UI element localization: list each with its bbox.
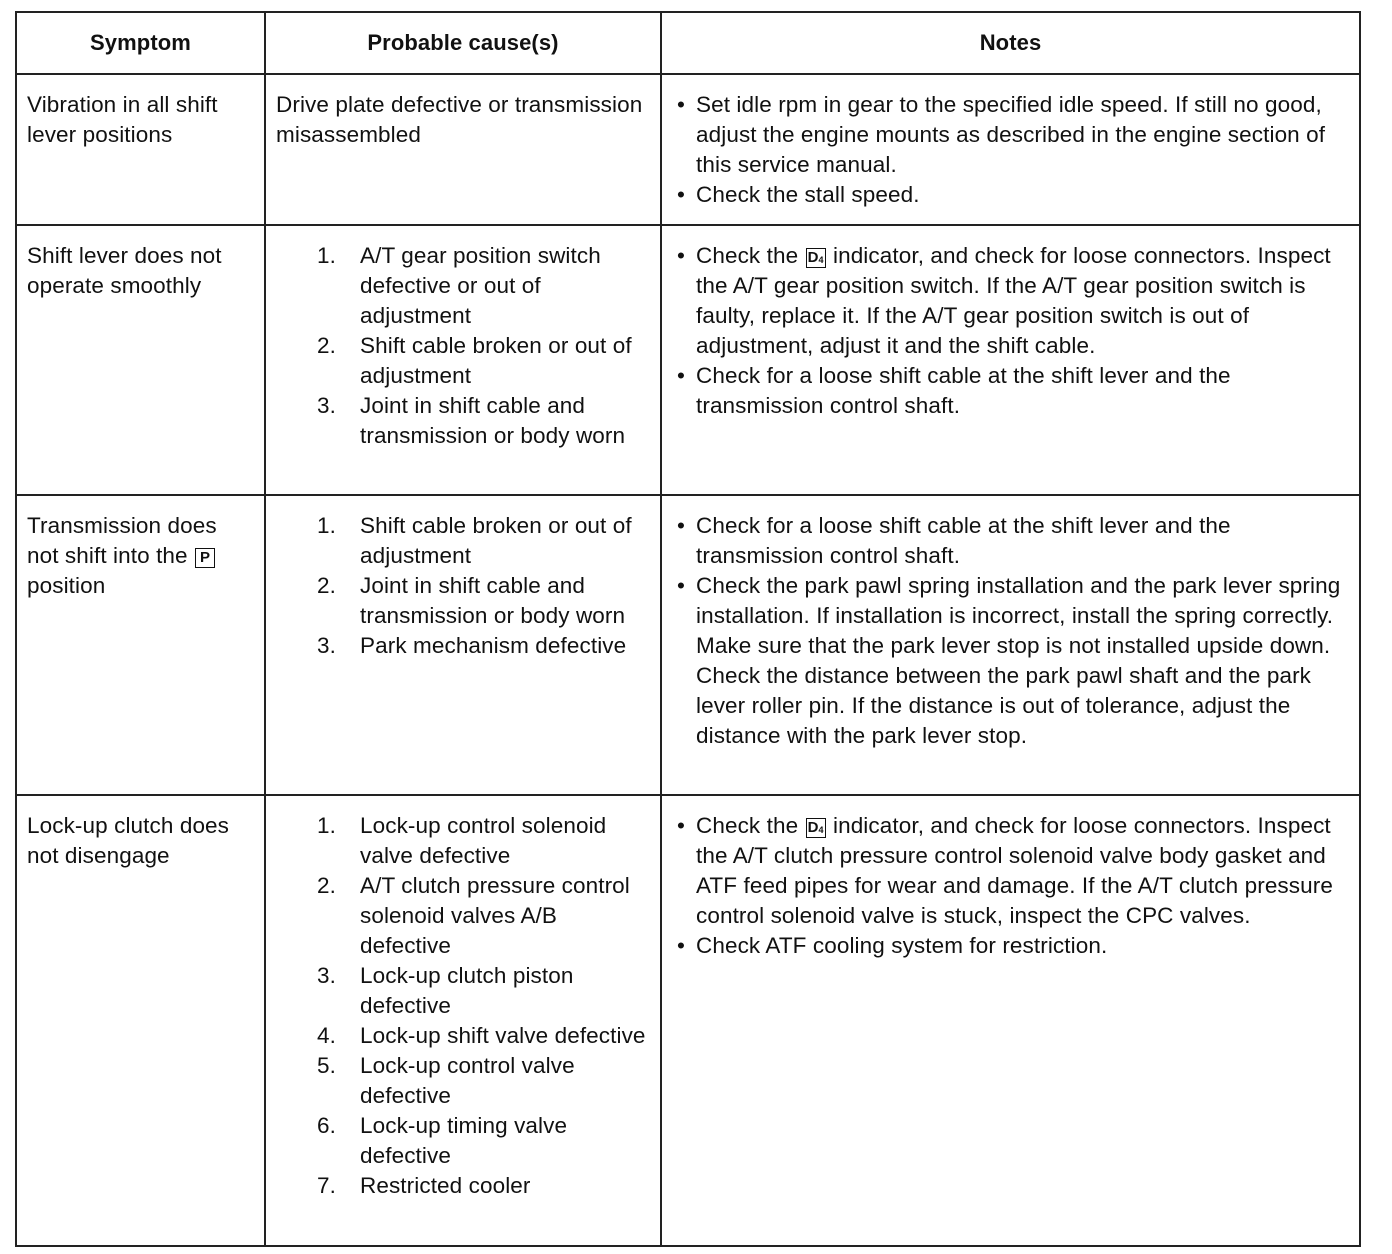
symptom-text: Transmission does not shift into the [27, 513, 217, 568]
note-text: Check the park pawl spring installation and the park lever spring installation. If installation is incorrect, install the spring correctly. Make sure that the park lever stop is not installed upside down. Check the distance between the park pawl shaft and the park lever roller pin. If the distance is out of tolerance, adjust the distance with the park lever stop. [696, 573, 1341, 748]
cause-cell [265, 795, 661, 1246]
cause-text: Lock-up control valve defective [360, 1053, 575, 1108]
cause-text: Shift cable broken or out of adjustment [360, 333, 632, 388]
cause-text: Lock-up shift valve defective [360, 1023, 646, 1048]
cause-text: Lock-up clutch piston defective [360, 963, 574, 1018]
bullet-icon: • [677, 182, 685, 207]
cause-text: Shift cable broken or out of adjustment [360, 513, 632, 568]
cause-item [312, 511, 650, 571]
table-row [16, 225, 1360, 495]
cause-text: A/T clutch pressure control solenoid valves A/B defective [360, 873, 630, 958]
note-item [674, 511, 1349, 571]
cause-item [312, 1171, 650, 1201]
cause-number: 1. [317, 513, 336, 538]
note-item [674, 571, 1349, 751]
p-letter: P [199, 549, 211, 566]
cause-number: 2. [317, 873, 336, 898]
header-notes: Notes [661, 12, 1360, 74]
bullet-icon: • [677, 573, 685, 598]
note-item [674, 931, 1349, 961]
cause-text: Lock-up timing valve defective [360, 1113, 568, 1168]
note-text: Check the [696, 813, 799, 838]
bullet-icon: • [677, 813, 685, 838]
cause-list [276, 811, 650, 1201]
header-symptom: Symptom [16, 12, 265, 74]
note-text: indicator, and check for loose connectors. Inspect the A/T clutch pressure control solenoid valve body gasket and ATF feed pipes for wear and damage. If the A/T clutch pressure control solenoid valve is stuck, inspect the CPC valves. [696, 813, 1333, 928]
symptom-text: Lock-up clutch does not disengage [27, 813, 230, 868]
cause-number: 2. [317, 333, 336, 358]
cause-number: 1. [317, 243, 336, 268]
notes-cell [661, 795, 1360, 1246]
cause-text: A/T gear position switch defective or out of adjustment [360, 243, 601, 328]
cause-number: 5. [317, 1053, 336, 1078]
bullet-icon: • [677, 513, 685, 538]
symptom-cell [16, 225, 265, 495]
cause-list [276, 511, 650, 661]
cause-cell [265, 225, 661, 495]
cause-item [312, 571, 650, 631]
note-text: Check for a loose shift cable at the shift lever and the transmission control shaft. [696, 513, 1231, 568]
note-text: Check for a loose shift cable at the shift lever and the transmission control shaft. [696, 363, 1231, 418]
table-row [16, 795, 1360, 1246]
symptom-cell [16, 495, 265, 795]
notes-cell [661, 225, 1360, 495]
cause-list [276, 241, 650, 451]
cause-number: 3. [317, 963, 336, 988]
cause-cell [265, 74, 661, 225]
bullet-icon: • [677, 92, 685, 117]
cause-text: Restricted cooler [360, 1173, 531, 1198]
note-item [674, 811, 1349, 931]
notes-list [674, 511, 1349, 751]
bullet-icon: • [677, 363, 685, 388]
note-text: indicator, and check for loose connectors. Inspect the A/T gear position switch. If the A/T gear position switch is faulty, replace it. If the A/T gear position switch is out of adjustment, adjust it and the shift cable. [696, 243, 1331, 358]
cause-item [312, 961, 650, 1021]
cause-item [312, 1051, 650, 1111]
cause-number: 7. [317, 1173, 336, 1198]
cause-text: Park mechanism defective [360, 633, 627, 658]
note-text: Check the stall speed. [696, 182, 920, 207]
p-position-icon [195, 548, 215, 568]
cause-item [312, 331, 650, 391]
note-text: Check the [696, 243, 799, 268]
symptom-cell [16, 795, 265, 1246]
cause-item [312, 391, 650, 451]
notes-cell [661, 74, 1360, 225]
cause-text: Lock-up control solenoid valve defective [360, 813, 607, 868]
cause-text: Joint in shift cable and transmission or body worn [360, 393, 626, 448]
cause-number: 2. [317, 573, 336, 598]
notes-list [674, 90, 1349, 210]
cause-number: 3. [317, 633, 336, 658]
cause-item [312, 871, 650, 961]
cause-item [312, 811, 650, 871]
symptom-text: Vibration in all shift lever positions [27, 92, 218, 147]
cause-number: 6. [317, 1113, 336, 1138]
cause-text: Joint in shift cable and transmission or body worn [360, 573, 626, 628]
notes-list [674, 241, 1349, 421]
note-text: Check ATF cooling system for restriction. [696, 933, 1108, 958]
note-item [674, 180, 1349, 210]
cause-item [312, 241, 650, 331]
table-row [16, 74, 1360, 225]
d4-letter: D [807, 249, 819, 266]
bullet-icon: • [677, 243, 685, 268]
note-text: Set idle rpm in gear to the specified idle speed. If still no good, adjust the engine mounts as described in the engine section of this service manual. [696, 92, 1326, 177]
cause-item [312, 1021, 650, 1051]
symptom-text: position [27, 573, 106, 598]
cause-text: Drive plate defective or transmission misassembled [276, 92, 643, 147]
d4-subscript: 4 [818, 255, 824, 265]
d4-indicator-icon [806, 248, 826, 268]
cause-item [312, 631, 650, 661]
cause-number: 3. [317, 393, 336, 418]
cause-number: 4. [317, 1023, 336, 1048]
d4-letter: D [807, 819, 819, 836]
note-item [674, 90, 1349, 180]
symptom-text: Shift lever does not operate smoothly [27, 243, 222, 298]
d4-indicator-icon [806, 818, 826, 838]
header-row [16, 12, 1360, 74]
note-item [674, 361, 1349, 421]
bullet-icon: • [677, 933, 685, 958]
cause-cell [265, 495, 661, 795]
table-row [16, 495, 1360, 795]
note-item [674, 241, 1349, 361]
notes-cell [661, 495, 1360, 795]
troubleshooting-table [15, 11, 1361, 1247]
cause-item [312, 1111, 650, 1171]
cause-number: 1. [317, 813, 336, 838]
header-probable-cause: Probable cause(s) [265, 12, 661, 74]
symptom-cell [16, 74, 265, 225]
notes-list [674, 811, 1349, 961]
d4-subscript: 4 [818, 825, 824, 835]
